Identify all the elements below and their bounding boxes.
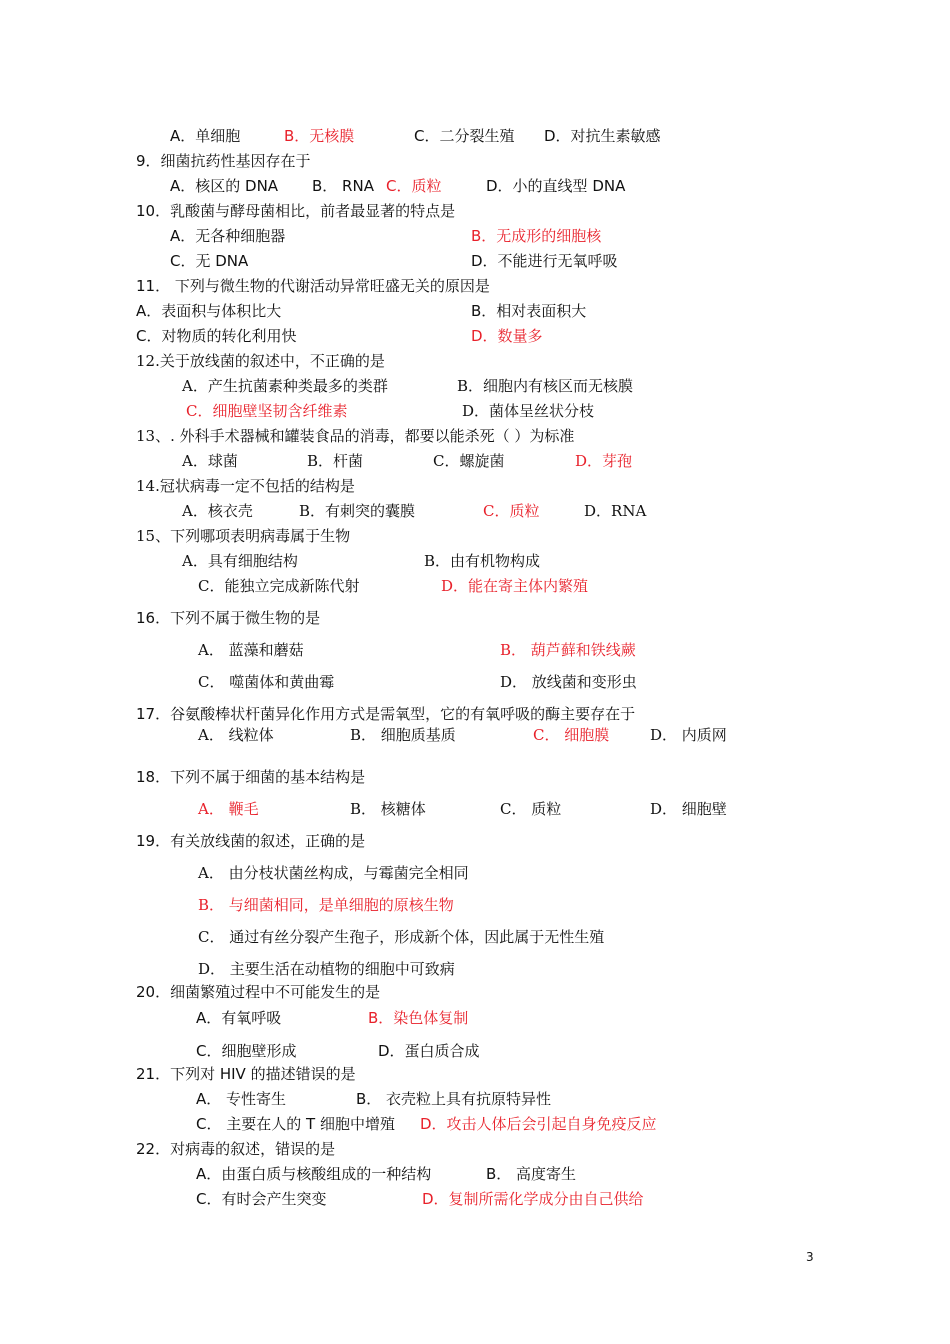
q16-option-c: C． 噬菌体和黄曲霉 xyxy=(198,673,335,691)
q19-option-b-answer: B． 与细菌相同，是单细胞的原核生物 xyxy=(198,896,454,914)
q11-option-c: C．对物质的转化利用快 xyxy=(136,327,297,345)
q18-option-c: C． 质粒 xyxy=(500,800,562,818)
q20-stem: 20．细菌繁殖过程中不可能发生的是 xyxy=(136,983,381,1001)
q9-option-d: D．小的直线型 DNA xyxy=(486,177,626,195)
q21-option-d-answer: D．攻击人体后会引起自身免疫反应 xyxy=(420,1115,657,1133)
q10-stem: 10．乳酸菌与酵母菌相比，前者最显著的特点是 xyxy=(136,202,456,220)
q19-option-a: A． 由分枝状菌丝构成，与霉菌完全相同 xyxy=(198,864,469,882)
q21-option-b: B． 衣壳粒上具有抗原特异性 xyxy=(356,1090,552,1108)
page-number: 3 xyxy=(806,1250,814,1264)
q15-option-c: C．能独立完成新陈代射 xyxy=(198,577,360,595)
q16-stem: 16．下列不属于微生物的是 xyxy=(136,609,321,627)
q15-option-a: A．具有细胞结构 xyxy=(182,552,298,570)
q15-option-b: B．由有机物构成 xyxy=(424,552,541,570)
q9-option-c-answer: C．质粒 xyxy=(386,177,442,195)
q16-option-a: A． 蓝藻和蘑菇 xyxy=(198,641,304,659)
q9-stem: 9．细菌抗药性基因存在于 xyxy=(136,152,311,170)
q21-option-c: C． 主要在人的 T 细胞中增殖 xyxy=(196,1115,395,1133)
q20-option-c: C．细胞壁形成 xyxy=(196,1042,297,1060)
q17-option-d: D． 内质网 xyxy=(650,726,727,744)
q9-option-a: A．核区的 DNA xyxy=(170,177,279,195)
q18-stem: 18．下列不属于细菌的基本结构是 xyxy=(136,768,366,786)
q13-option-b: B．杆菌 xyxy=(307,452,364,470)
q14-option-b: B．有刺突的囊膜 xyxy=(299,502,416,520)
q9-option-b: B． RNA xyxy=(312,177,374,195)
q19-option-c: C． 通过有丝分裂产生孢子，形成新个体，因此属于无性生殖 xyxy=(198,928,605,946)
q15-option-d-answer: D．能在寄主体内繁殖 xyxy=(441,577,589,595)
q17-stem: 17．谷氨酸棒状杆菌异化作用方式是需氧型，它的有氧呼吸的酶主要存在于 xyxy=(136,705,636,723)
q11-option-d-answer: D．数量多 xyxy=(471,327,543,345)
q17-option-c-answer: C． 细胞膜 xyxy=(533,726,610,744)
q14-option-a: A．核衣壳 xyxy=(182,502,253,520)
q21-stem: 21．下列对 HIV 的描述错误的是 xyxy=(136,1065,356,1083)
q22-option-a: A．由蛋白质与核酸组成的一种结构 xyxy=(196,1165,432,1183)
q16-option-d: D． 放线菌和变形虫 xyxy=(500,673,637,691)
q16-option-b-answer: B． 葫芦藓和铁线蕨 xyxy=(500,641,636,659)
q21-option-a: A． 专性寄生 xyxy=(196,1090,287,1108)
q22-option-b: B． 高度寄生 xyxy=(486,1165,577,1183)
q20-option-d: D．蛋白质合成 xyxy=(378,1042,480,1060)
q8-option-b-answer: B．无核膜 xyxy=(284,127,355,145)
q14-option-c-answer: C．质粒 xyxy=(483,502,540,520)
q12-option-b: B．细胞内有核区而无核膜 xyxy=(457,377,634,395)
q12-option-a: A．产生抗菌素种类最多的类群 xyxy=(182,377,388,395)
q13-option-d-answer: D．芽孢 xyxy=(575,452,633,470)
q22-option-d-answer: D．复制所需化学成分由自己供给 xyxy=(422,1190,644,1208)
q13-option-c: C．螺旋菌 xyxy=(433,452,505,470)
q14-stem: 14.冠状病毒一定不包括的结构是 xyxy=(136,477,355,495)
q8-option-c: C．二分裂生殖 xyxy=(414,127,515,145)
q12-option-c-answer: C．细胞壁坚韧含纤维素 xyxy=(186,402,348,420)
q13-stem: 13、. 外科手术器械和罐装食品的消毒，都要以能杀死（ ）为标准 xyxy=(136,427,575,445)
q15-stem: 15、下列哪项表明病毒属于生物 xyxy=(136,527,351,545)
q19-stem: 19．有关放线菌的叙述，正确的是 xyxy=(136,832,366,850)
q20-option-a: A．有氧呼吸 xyxy=(196,1009,282,1027)
q17-option-b: B． 细胞质基质 xyxy=(350,726,456,744)
q17-option-a: A． 线粒体 xyxy=(198,726,274,744)
q11-option-b: B．相对表面积大 xyxy=(471,302,587,320)
q10-option-a: A．无各种细胞器 xyxy=(170,227,286,245)
q12-option-d: D．菌体呈丝状分枝 xyxy=(462,402,595,420)
q11-stem: 11． 下列与微生物的代谢活动异常旺盛无关的原因是 xyxy=(136,277,490,295)
q22-option-c: C．有时会产生突变 xyxy=(196,1190,327,1208)
q22-stem: 22．对病毒的叙述，错误的是 xyxy=(136,1140,336,1158)
q13-option-a: A．球菌 xyxy=(182,452,238,470)
q18-option-a-answer: A． 鞭毛 xyxy=(198,800,259,818)
q10-option-d: D．不能进行无氧呼吸 xyxy=(471,252,618,270)
q10-option-c: C．无 DNA xyxy=(170,252,249,270)
q19-option-d: D． 主要生活在动植物的细胞中可致病 xyxy=(198,960,455,978)
q18-option-d: D． 细胞壁 xyxy=(650,800,727,818)
q20-option-b-answer: B．染色体复制 xyxy=(368,1009,469,1027)
q14-option-d: D．RNA xyxy=(584,502,647,520)
q18-option-b: B． 核糖体 xyxy=(350,800,426,818)
q11-option-a: A．表面积与体积比大 xyxy=(136,302,282,320)
q12-stem: 12.关于放线菌的叙述中，不正确的是 xyxy=(136,352,385,370)
q10-option-b-answer: B．无成形的细胞核 xyxy=(471,227,602,245)
q8-option-d: D．对抗生素敏感 xyxy=(544,127,661,145)
q8-option-a: A．单细胞 xyxy=(170,127,241,145)
